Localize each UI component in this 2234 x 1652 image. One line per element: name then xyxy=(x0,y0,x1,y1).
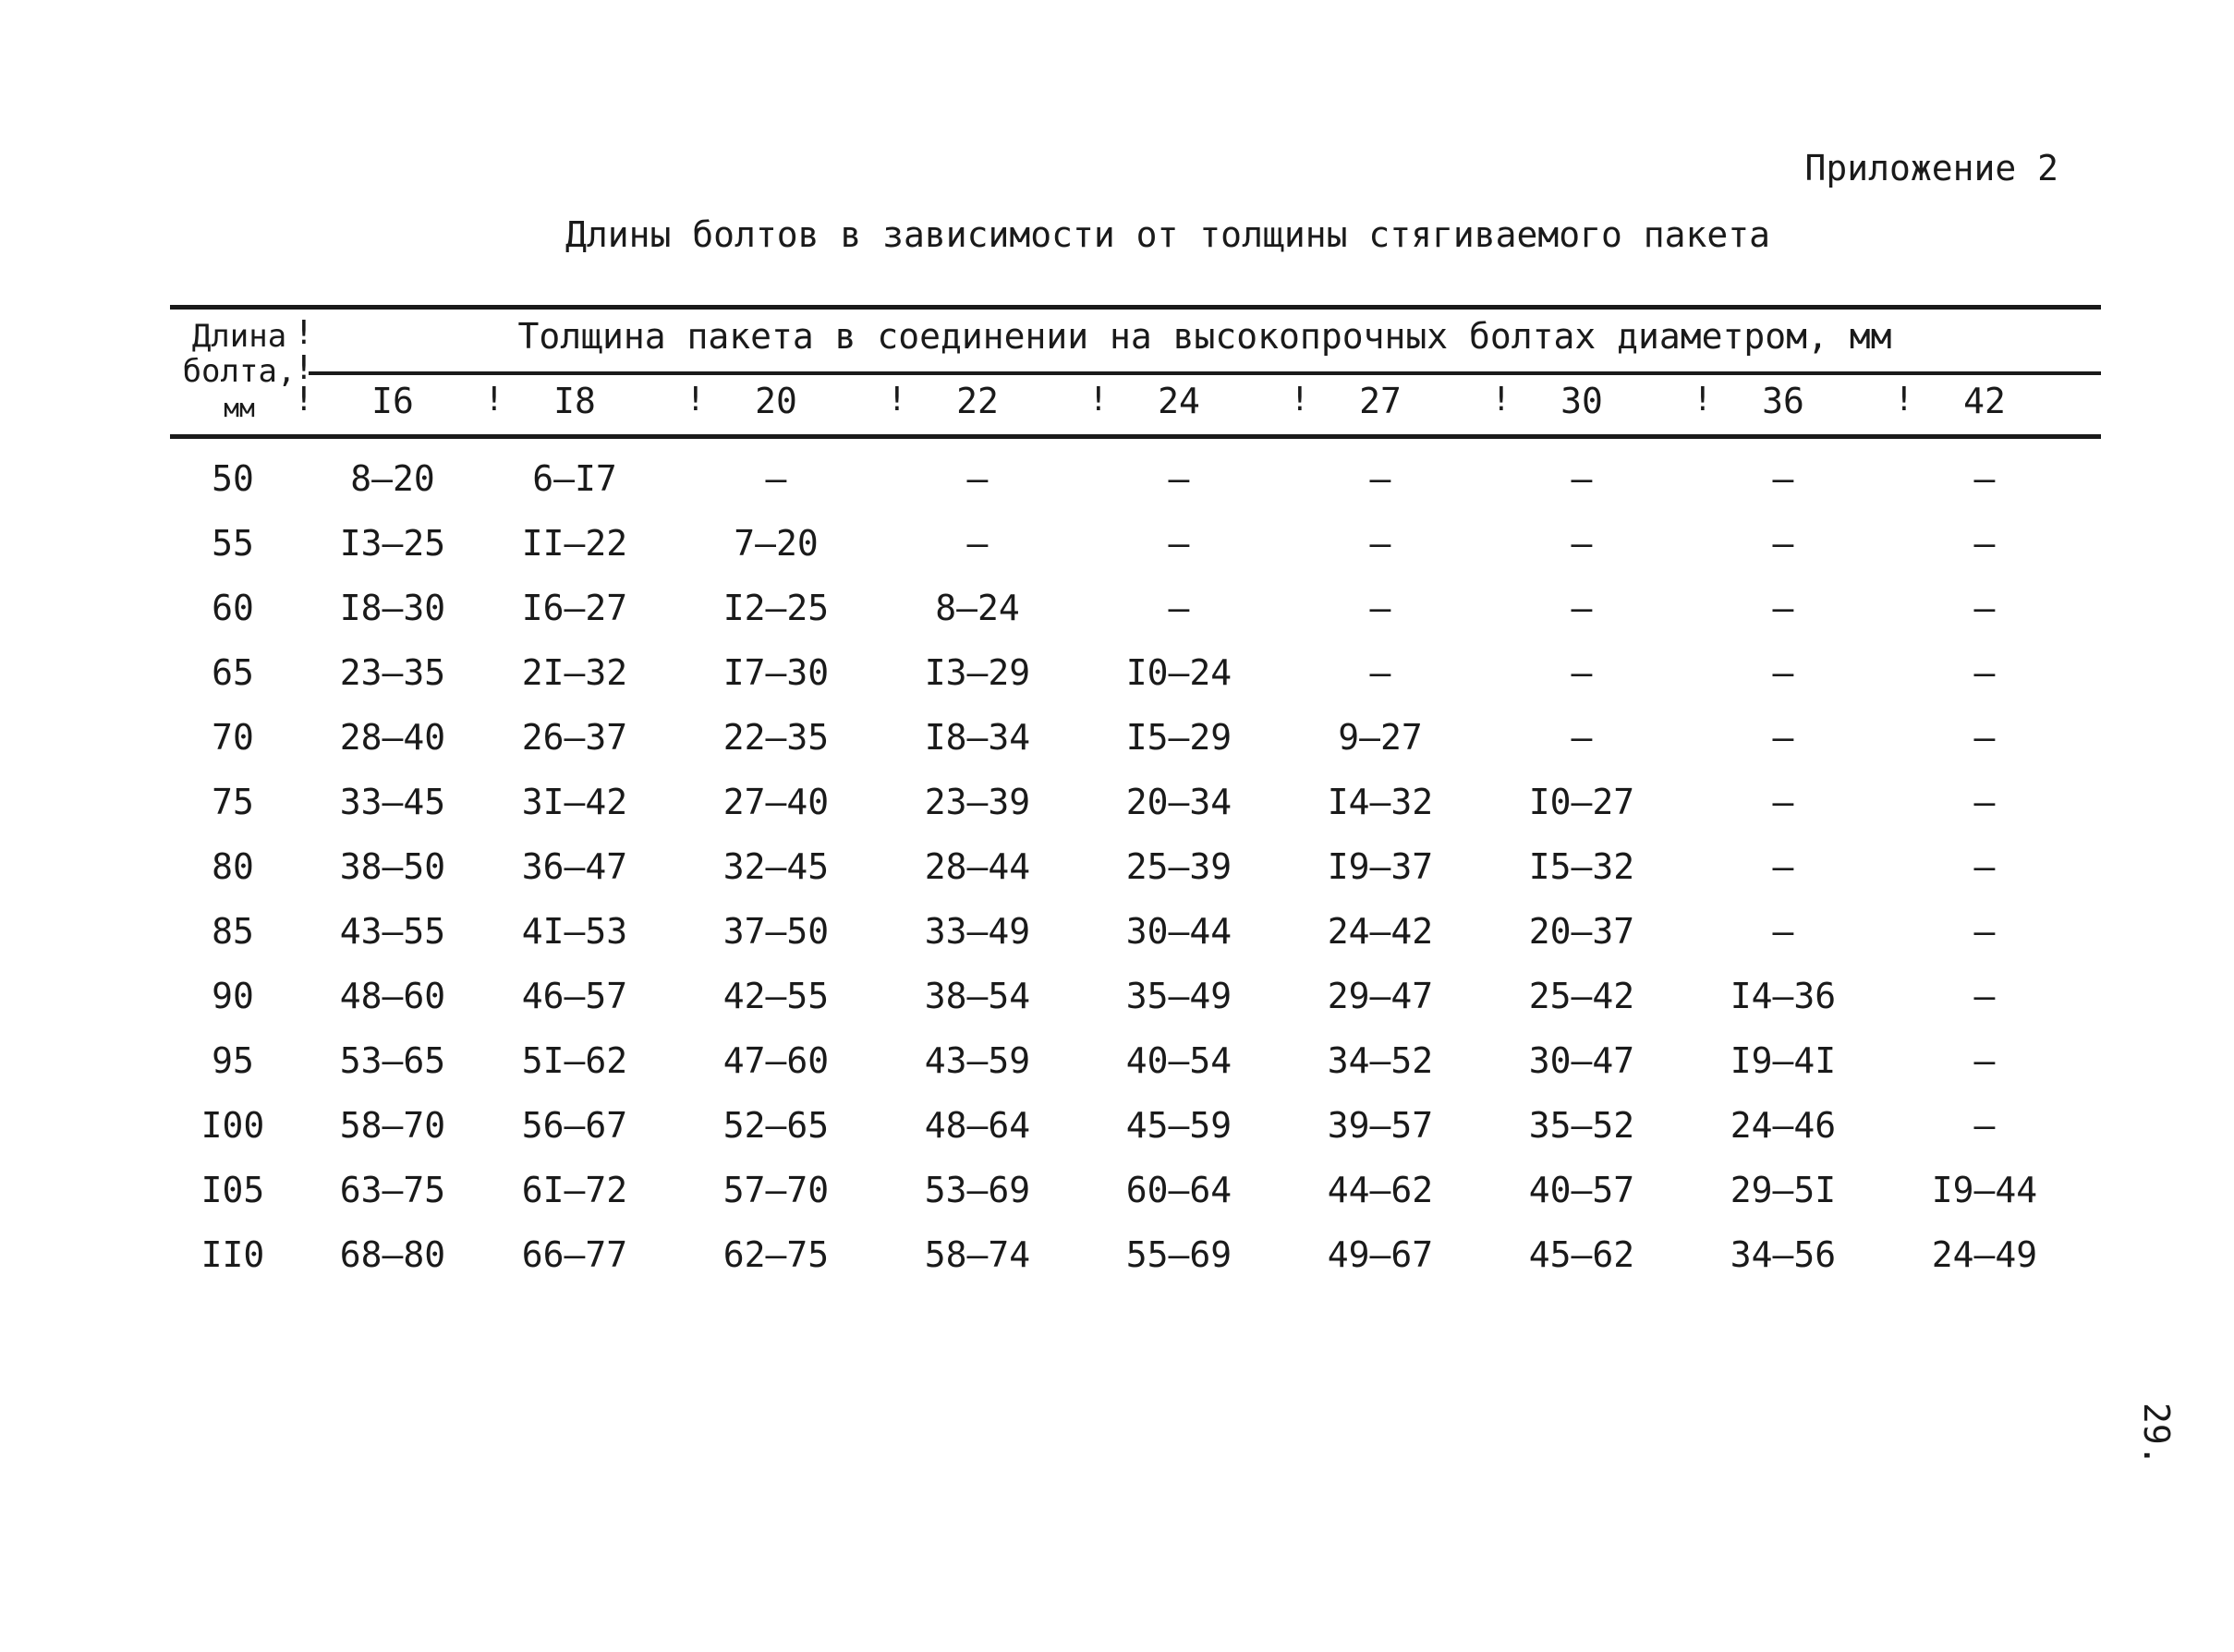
thickness-range-cell: – xyxy=(1168,458,1190,499)
thickness-range-cell: I0–27 xyxy=(1528,782,1635,822)
thickness-range-cell: I9–44 xyxy=(1931,1170,2038,1210)
thickness-range-cell: 32–45 xyxy=(722,846,830,887)
thickness-range-cell: 3I–42 xyxy=(521,782,628,822)
thickness-range-cell: 28–40 xyxy=(339,717,446,758)
bolt-length-cell: 50 xyxy=(212,458,254,499)
thickness-range-cell: 60–64 xyxy=(1125,1170,1232,1210)
thickness-range-cell: 4I–53 xyxy=(521,911,628,952)
thickness-range-cell: 34–56 xyxy=(1730,1234,1837,1275)
thickness-range-cell: 24–42 xyxy=(1327,911,1434,952)
thickness-range-cell: – xyxy=(1973,1040,1996,1081)
thickness-range-cell: 62–75 xyxy=(722,1234,830,1275)
stub-separator-mark: ! xyxy=(294,349,314,387)
column-separator-mark: ! xyxy=(1290,381,1310,419)
thickness-range-cell: – xyxy=(1973,458,1996,499)
thickness-range-cell: 44–62 xyxy=(1327,1170,1434,1210)
thickness-range-cell: 8–20 xyxy=(350,458,435,499)
bolt-length-cell: I05 xyxy=(200,1170,265,1210)
thickness-range-cell: 48–64 xyxy=(924,1105,1031,1146)
thickness-range-cell: 26–37 xyxy=(521,717,628,758)
thickness-range-cell: 20–34 xyxy=(1125,782,1232,822)
thickness-range-cell: 45–62 xyxy=(1528,1234,1635,1275)
thickness-range-cell: 34–52 xyxy=(1327,1040,1434,1081)
thickness-range-cell: – xyxy=(1772,652,1794,693)
thickness-range-cell: I7–30 xyxy=(722,652,830,693)
column-separator-mark: ! xyxy=(887,381,907,419)
thickness-range-cell: I9–4I xyxy=(1730,1040,1837,1081)
thickness-range-cell: 39–57 xyxy=(1327,1105,1434,1146)
thickness-range-cell: 29–5I xyxy=(1730,1170,1837,1210)
column-header: 36 xyxy=(1762,381,1804,421)
column-header: 42 xyxy=(1963,381,2006,421)
thickness-range-cell: 30–47 xyxy=(1528,1040,1635,1081)
thickness-range-cell: 6–I7 xyxy=(532,458,617,499)
stub-separator-mark: ! xyxy=(294,381,314,419)
thickness-range-cell: 35–49 xyxy=(1125,976,1232,1016)
thickness-range-cell: 9–27 xyxy=(1338,717,1423,758)
thickness-range-cell: 45–59 xyxy=(1125,1105,1232,1146)
thickness-range-cell: 58–70 xyxy=(339,1105,446,1146)
thickness-range-cell: 8–24 xyxy=(935,588,1020,628)
thickness-range-cell: 25–39 xyxy=(1125,846,1232,887)
thickness-range-cell: – xyxy=(1973,911,1996,952)
thickness-range-cell: 25–42 xyxy=(1528,976,1635,1016)
thickness-range-cell: – xyxy=(1571,458,1593,499)
thickness-range-cell: – xyxy=(1772,523,1794,564)
thickness-range-cell: I4–36 xyxy=(1730,976,1837,1016)
thickness-range-cell: 38–54 xyxy=(924,976,1031,1016)
thickness-range-cell: 30–44 xyxy=(1125,911,1232,952)
table-top-rule xyxy=(170,305,2101,310)
thickness-range-cell: – xyxy=(1571,652,1593,693)
thickness-range-cell: I3–29 xyxy=(924,652,1031,693)
thickness-range-cell: 43–59 xyxy=(924,1040,1031,1081)
thickness-range-cell: I5–29 xyxy=(1125,717,1232,758)
thickness-range-cell: 46–57 xyxy=(521,976,628,1016)
column-separator-mark: ! xyxy=(1088,381,1109,419)
stub-header-line-2: болта, xyxy=(182,353,297,390)
thickness-range-cell: I8–34 xyxy=(924,717,1031,758)
thickness-range-cell: 43–55 xyxy=(339,911,446,952)
thickness-range-cell: – xyxy=(1369,458,1391,499)
column-separator-mark: ! xyxy=(1693,381,1713,419)
thickness-range-cell: – xyxy=(1973,846,1996,887)
bolt-length-cell: 55 xyxy=(212,523,254,564)
thickness-range-cell: 63–75 xyxy=(339,1170,446,1210)
column-header: 24 xyxy=(1158,381,1200,421)
stub-header-line-3: мм xyxy=(224,393,255,423)
thickness-range-cell: 42–55 xyxy=(722,976,830,1016)
thickness-range-cell: – xyxy=(1772,588,1794,628)
bolt-length-cell: 70 xyxy=(212,717,254,758)
thickness-range-cell: – xyxy=(1772,717,1794,758)
thickness-range-cell: 23–39 xyxy=(924,782,1031,822)
thickness-range-cell: I0–24 xyxy=(1125,652,1232,693)
thickness-range-cell: – xyxy=(1973,1105,1996,1146)
page-number: 29. xyxy=(2136,1403,2177,1466)
thickness-range-cell: – xyxy=(1973,717,1996,758)
thickness-range-cell: – xyxy=(1772,846,1794,887)
column-separator-mark: ! xyxy=(1491,381,1512,419)
thickness-range-cell: – xyxy=(1772,782,1794,822)
thickness-range-cell: 53–65 xyxy=(339,1040,446,1081)
thickness-range-cell: – xyxy=(966,523,989,564)
thickness-range-cell: 35–52 xyxy=(1528,1105,1635,1146)
thickness-range-cell: 57–70 xyxy=(722,1170,830,1210)
thickness-range-cell: 2I–32 xyxy=(521,652,628,693)
thickness-range-cell: – xyxy=(1973,523,1996,564)
bolt-length-cell: II0 xyxy=(200,1234,265,1275)
thickness-range-cell: – xyxy=(1571,588,1593,628)
spanning-header: Толщина пакета в соединении на высокопрочных болтах диаметром, мм xyxy=(517,316,1892,357)
thickness-range-cell: 68–80 xyxy=(339,1234,446,1275)
thickness-range-cell: 6I–72 xyxy=(521,1170,628,1210)
header-divider-rule xyxy=(309,371,2101,375)
thickness-range-cell: – xyxy=(966,458,989,499)
bolt-length-cell: 65 xyxy=(212,652,254,693)
thickness-range-cell: – xyxy=(1973,782,1996,822)
table-title: Длины болтов в зависимости от толщины стягиваемого пакета xyxy=(565,214,1771,255)
thickness-range-cell: I2–25 xyxy=(722,588,830,628)
thickness-range-cell: I4–32 xyxy=(1327,782,1434,822)
thickness-range-cell: 48–60 xyxy=(339,976,446,1016)
thickness-range-cell: – xyxy=(1168,588,1190,628)
thickness-range-cell: 53–69 xyxy=(924,1170,1031,1210)
thickness-range-cell: 28–44 xyxy=(924,846,1031,887)
thickness-range-cell: 22–35 xyxy=(722,717,830,758)
bolt-length-cell: I00 xyxy=(200,1105,265,1146)
bolt-length-cell: 75 xyxy=(212,782,254,822)
bolt-length-cell: 60 xyxy=(212,588,254,628)
thickness-range-cell: I5–32 xyxy=(1528,846,1635,887)
column-separator-mark: ! xyxy=(484,381,504,419)
thickness-range-cell: I8–30 xyxy=(339,588,446,628)
stub-header-line-1: Длина xyxy=(191,318,287,355)
thickness-range-cell: 33–49 xyxy=(924,911,1031,952)
thickness-range-cell: 52–65 xyxy=(722,1105,830,1146)
thickness-range-cell: 27–40 xyxy=(722,782,830,822)
thickness-range-cell: 33–45 xyxy=(339,782,446,822)
thickness-range-cell: – xyxy=(1369,523,1391,564)
thickness-range-cell: 29–47 xyxy=(1327,976,1434,1016)
thickness-range-cell: – xyxy=(1973,976,1996,1016)
thickness-range-cell: 20–37 xyxy=(1528,911,1635,952)
thickness-range-cell: 47–60 xyxy=(722,1040,830,1081)
stub-separator-mark: ! xyxy=(294,314,314,352)
thickness-range-cell: – xyxy=(1571,717,1593,758)
thickness-range-cell: 58–74 xyxy=(924,1234,1031,1275)
thickness-range-cell: – xyxy=(765,458,787,499)
column-separator-mark: ! xyxy=(686,381,706,419)
thickness-range-cell: 49–67 xyxy=(1327,1234,1434,1275)
thickness-range-cell: 36–47 xyxy=(521,846,628,887)
thickness-range-cell: – xyxy=(1168,523,1190,564)
thickness-range-cell: 7–20 xyxy=(734,523,819,564)
thickness-range-cell: 56–67 xyxy=(521,1105,628,1146)
thickness-range-cell: II–22 xyxy=(521,523,628,564)
thickness-range-cell: 40–57 xyxy=(1528,1170,1635,1210)
thickness-range-cell: I6–27 xyxy=(521,588,628,628)
bolt-length-cell: 95 xyxy=(212,1040,254,1081)
thickness-range-cell: – xyxy=(1369,588,1391,628)
thickness-range-cell: 38–50 xyxy=(339,846,446,887)
thickness-range-cell: I9–37 xyxy=(1327,846,1434,887)
thickness-range-cell: – xyxy=(1973,652,1996,693)
thickness-range-cell: 24–46 xyxy=(1730,1105,1837,1146)
bolt-length-cell: 90 xyxy=(212,976,254,1016)
thickness-range-cell: – xyxy=(1973,588,1996,628)
thickness-range-cell: – xyxy=(1772,911,1794,952)
column-header: 27 xyxy=(1359,381,1402,421)
column-separator-mark: ! xyxy=(1894,381,1914,419)
thickness-range-cell: 5I–62 xyxy=(521,1040,628,1081)
column-header: 20 xyxy=(755,381,797,421)
thickness-range-cell: – xyxy=(1369,652,1391,693)
column-header: 30 xyxy=(1560,381,1603,421)
column-header: 22 xyxy=(956,381,999,421)
thickness-range-cell: 40–54 xyxy=(1125,1040,1232,1081)
column-header: I8 xyxy=(553,381,596,421)
thickness-range-cell: 55–69 xyxy=(1125,1234,1232,1275)
column-header: I6 xyxy=(371,381,414,421)
header-bottom-rule xyxy=(170,434,2101,439)
thickness-range-cell: 66–77 xyxy=(521,1234,628,1275)
thickness-range-cell: 23–35 xyxy=(339,652,446,693)
thickness-range-cell: – xyxy=(1772,458,1794,499)
thickness-range-cell: – xyxy=(1571,523,1593,564)
thickness-range-cell: 37–50 xyxy=(722,911,830,952)
thickness-range-cell: I3–25 xyxy=(339,523,446,564)
bolt-length-cell: 80 xyxy=(212,846,254,887)
thickness-range-cell: 24–49 xyxy=(1931,1234,2038,1275)
appendix-label: Приложение 2 xyxy=(1804,148,2058,188)
bolt-length-cell: 85 xyxy=(212,911,254,952)
stub-header xyxy=(170,319,309,426)
